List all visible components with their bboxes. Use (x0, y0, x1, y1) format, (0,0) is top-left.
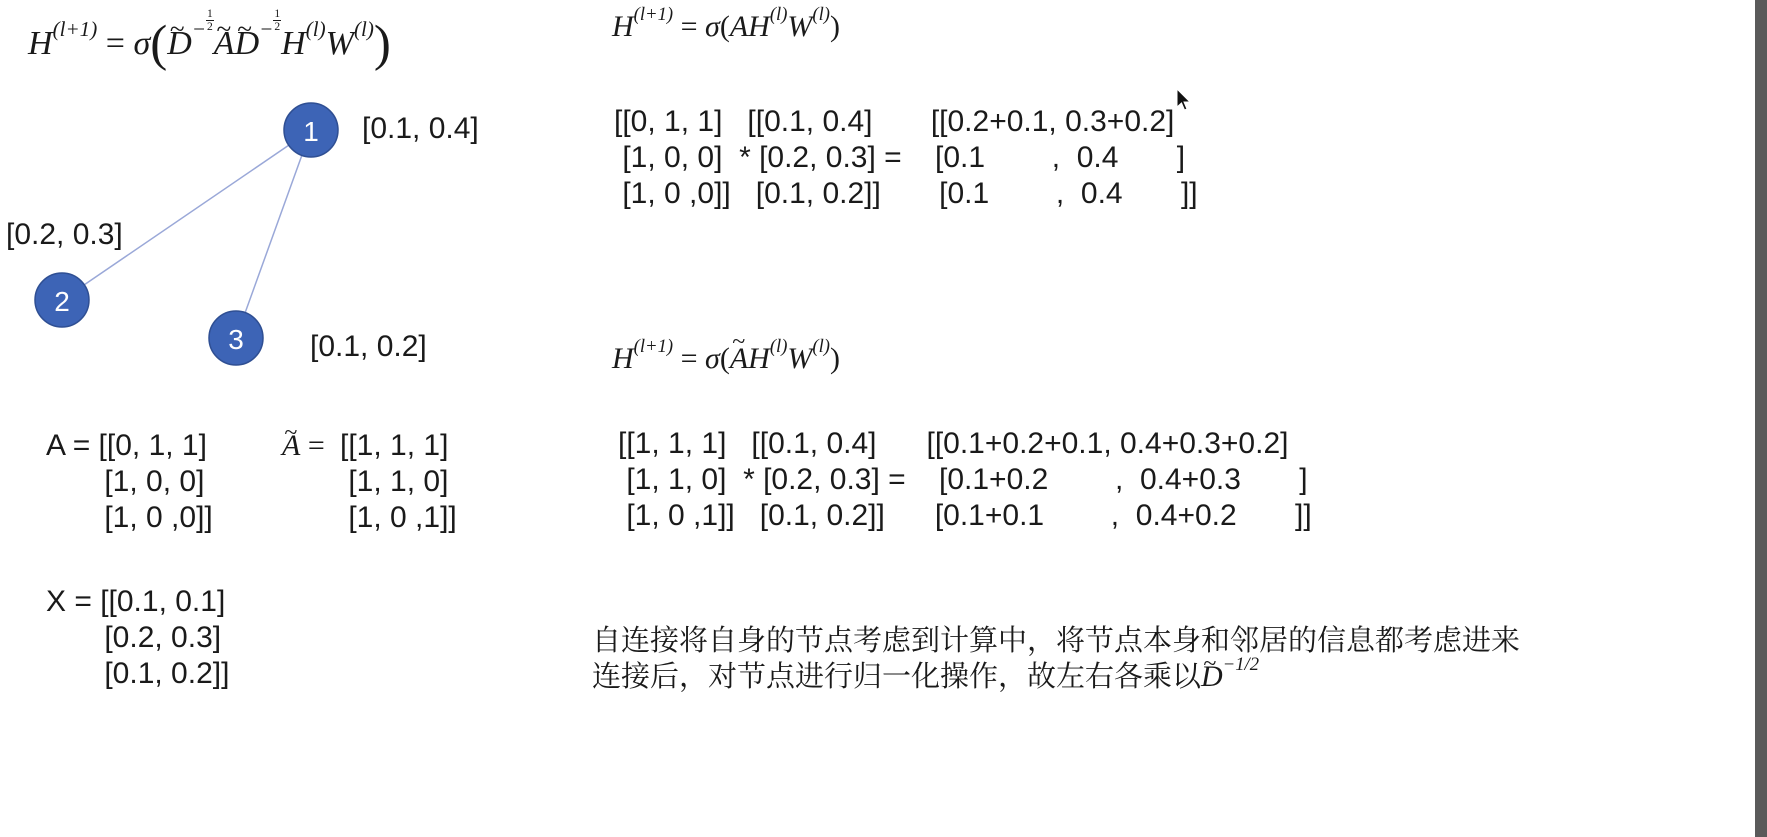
matrix-a-tilde-row: [[1, 1, 1] (340, 429, 449, 462)
graph-diagram (0, 0, 520, 380)
window-edge (1755, 0, 1767, 837)
note-line-2 (592, 656, 1259, 697)
node-1 (284, 103, 338, 157)
matrix-a-row: A = [[0, 1, 1] (46, 429, 207, 462)
matrix-a-row: [1, 0 ,0]] (46, 501, 213, 534)
note-line-1: 自连接将自身的节点考虑到计算中，将节点本身和邻居的信息都考虑进来 (592, 623, 1521, 657)
plain-formula: $H^{(l+1)} = \sigma(AH^{(l)}W^{(l)})$ (612, 4, 840, 43)
node-2 (35, 273, 89, 327)
node-1-features: [0.1, 0.4] (362, 112, 479, 145)
calc-plain (614, 104, 1198, 212)
node-3-features: [0.1, 0.2] (310, 330, 427, 363)
node-3 (209, 311, 263, 365)
node-2-id: 2 (54, 286, 70, 317)
node-2-features: [0.2, 0.3] (6, 218, 123, 251)
edge-1-3 (236, 130, 311, 338)
gcn-formula: $H^{(l+1)}$ = σ(~ $D^{- \frac{1}{2}}$ ~ A~ $D^{- \frac{1}{2}}$ $H^{(l)}W^{(l)}$) (28, 8, 391, 74)
calc-self-loop-line: [1, 0 ,1]] [0.1, 0.2]] [0.1+0.1 , 0.4+0.2 ]] (618, 499, 1312, 532)
calc-self-loop (618, 426, 1312, 534)
edge-1-2 (62, 130, 311, 300)
mouse-cursor-icon (1176, 88, 1192, 112)
matrix-x-row: [0.1, 0.2]] (46, 657, 230, 690)
node-1-id: 1 (303, 116, 319, 147)
matrix-a-tilde (340, 428, 457, 536)
self-loop-formula: $H^{(l+1)}$ = σ(~ $AH^{(l)}W^{(l)}$) (612, 342, 840, 376)
matrix-a-tilde-label: ~ A = (282, 428, 325, 464)
matrix-a-row: [1, 0, 0] (46, 465, 205, 498)
calc-plain-line: [1, 0, 0] * [0.2, 0.3] = [0.1 , 0.4 ] (614, 141, 1186, 174)
calc-self-loop-line: [1, 1, 0] * [0.2, 0.3] = [0.1+0.2 , 0.4+0.3 ] (618, 463, 1308, 496)
matrix-x (46, 584, 229, 692)
calc-self-loop-line: [[1, 1, 1] [[0.1, 0.4] [[0.1+0.2+0.1, 0.4+0.3+0.2] (618, 427, 1289, 460)
matrix-a-tilde-row: [1, 1, 0] (340, 465, 449, 498)
calc-plain-line: [[0, 1, 1] [[0.1, 0.4] [[0.2+0.1, 0.3+0.2] (614, 105, 1175, 138)
calc-plain-line: [1, 0 ,0]] [0.1, 0.2]] [0.1 , 0.4 ]] (614, 177, 1198, 210)
matrix-x-row: [0.2, 0.3] (46, 621, 222, 654)
d-tilde-power: ~ $D^{-1/2}$ (1201, 660, 1259, 693)
matrix-a (46, 428, 213, 536)
node-3-id: 3 (228, 324, 244, 355)
matrix-x-row: X = [[0.1, 0.1] (46, 585, 226, 618)
note-line-2-text: 连接后，对节点进行归一化操作，故左右各乘以 (592, 659, 1202, 693)
matrix-a-tilde-row: [1, 0 ,1]] (340, 501, 457, 534)
